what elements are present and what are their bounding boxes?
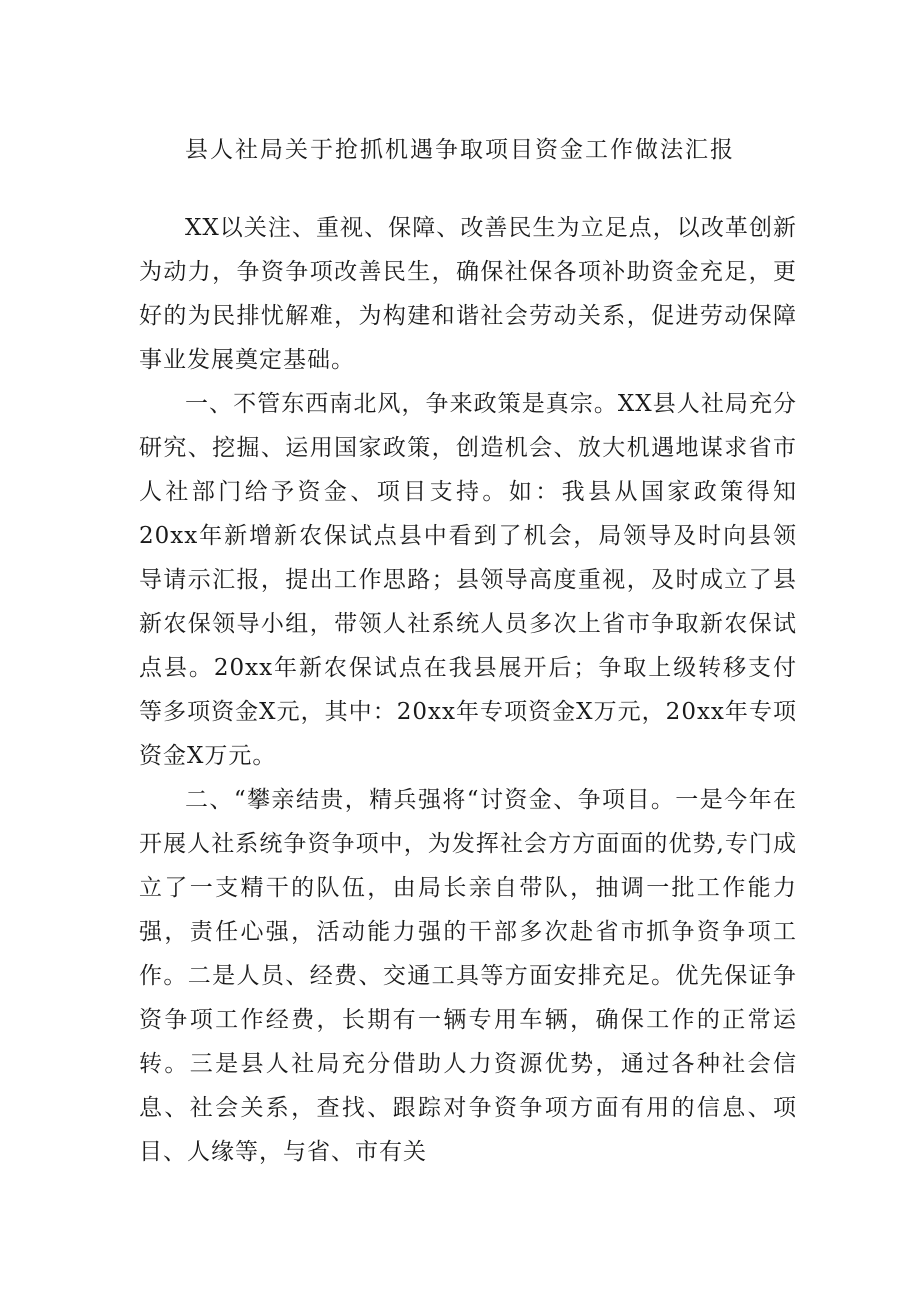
- paragraph-section-two: 二、“攀亲结贵，精兵强将“讨资金、争项目。一是今年在开展人社系统争资争项中，为发挥社会方方面面的优势,专门成立了一支精干的队伍，由局长亲自带队，抽调一批工作能力强，责任心强，活动能力强的干部多次赴省市抓争资争项工作。二是人员、经费、交通工具等方面安排充足。优先保证争资争项工作经费，长期有一辆专用车辆，确保工作的正常运转。三是县人社局充分借助人力资源优势，通过各种社会信息、社会关系，查找、跟踪对争资争项方面有用的信息、项目、人缘等，与省、市有关: [139, 787, 797, 1165]
- paragraph-intro: XX以关注、重视、保障、改善民生为立足点，以改革创新为动力，争资争项改善民生，确保社保各项补助资金充足，更好的为民排忧解难，为构建和谐社会劳动关系，促进劳动保障事业发展奠定基础。: [139, 215, 797, 373]
- document-body: [139, 206, 797, 1174]
- document-title: 县人社局关于抢抓机遇争取项目资金工作做法汇报: [185, 137, 735, 163]
- paragraph-section-one: 一、不管东西南北风，争来政策是真宗。XX县人社局充分研究、挖掘、运用国家政策，创造机会、放大机遇地谋求省市人社部门给予资金、项目支持。如：我县从国家政策得知20xx年新增新农保试点县中看到了机会，局领导及时向县领导请示汇报，提出工作思路；县领导高度重视，及时成立了县新农保领导小组，带领人社系统人员多次上省市争取新农保试点县。20xx年新农保试点在我县展开后；争取上级转移支付等多项资金X元，其中：20xx年专项资金X万元，20xx年专项资金X万元。: [139, 391, 797, 769]
